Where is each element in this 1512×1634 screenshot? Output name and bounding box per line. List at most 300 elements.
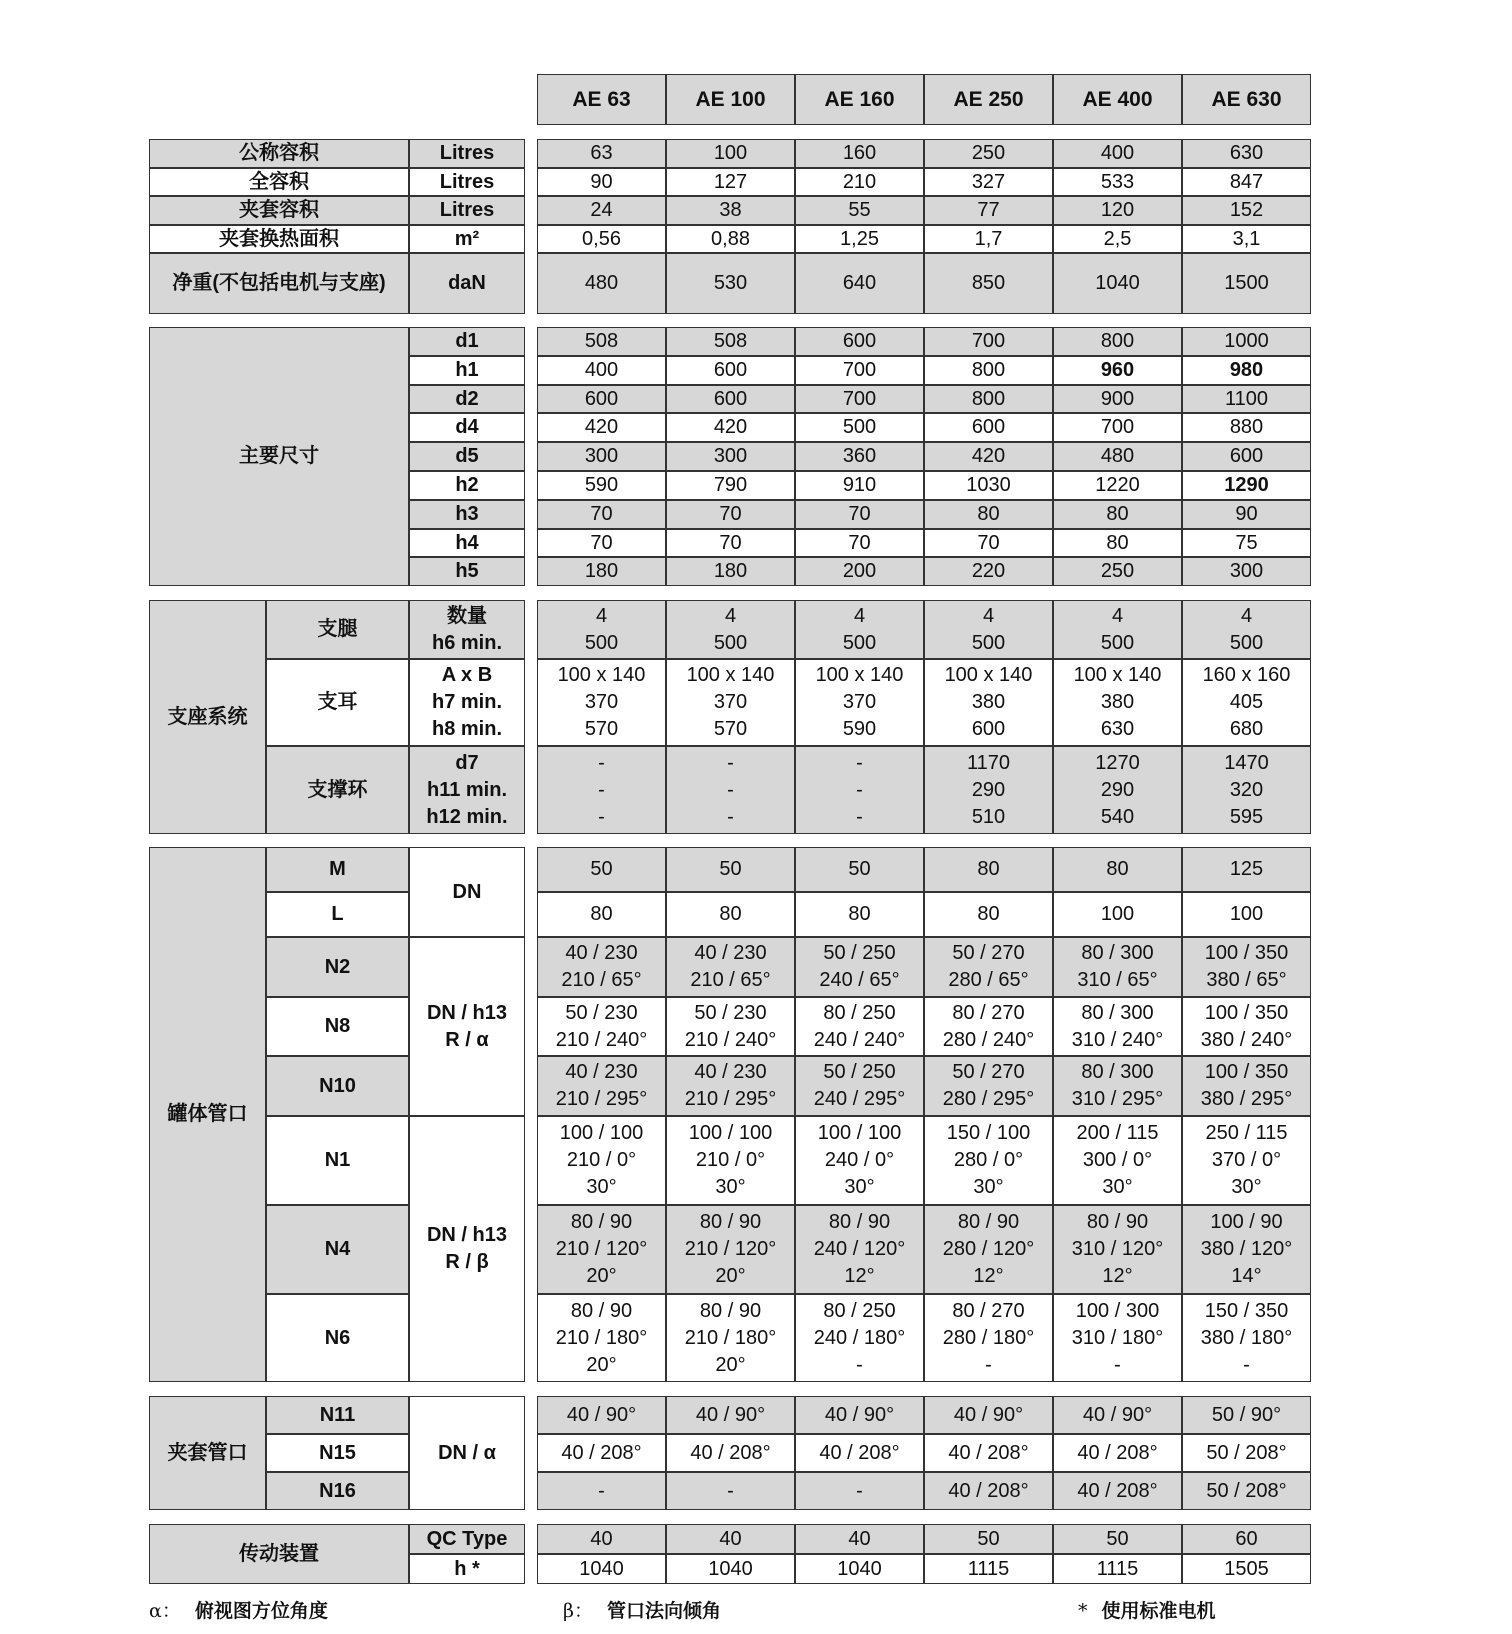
value-line: 4 xyxy=(853,604,866,627)
jacket-nozzle-name: N15 xyxy=(266,1434,409,1472)
value-cell xyxy=(795,997,924,1056)
value-line: 80 xyxy=(590,903,613,925)
value-line: 80 / 90 xyxy=(957,1211,1020,1233)
nozzle-name: N8 xyxy=(266,997,409,1056)
value-cell: 1,7 xyxy=(924,225,1053,253)
value-line: 320 xyxy=(1229,778,1264,801)
value-cell: 75 xyxy=(1182,529,1311,557)
value-cell xyxy=(1053,1205,1182,1294)
value-cell: 590 xyxy=(537,471,666,500)
value-cell xyxy=(795,1205,924,1294)
value-cell xyxy=(924,1056,1053,1116)
value-line: 40 / 230 xyxy=(694,942,767,964)
value-line: 80 / 90 xyxy=(828,1211,891,1233)
value-line: 370 xyxy=(584,691,619,713)
nozzles-label: 罐体管口 xyxy=(149,847,266,1382)
value-line: 500 xyxy=(842,631,877,654)
value-line: 80 / 300 xyxy=(1081,942,1154,964)
param-line: 数量 xyxy=(447,604,487,627)
value-line: 290 xyxy=(1100,778,1135,801)
dimension-param: d4 xyxy=(409,413,525,442)
value-line: 280 / 295° xyxy=(942,1088,1035,1110)
nozzle-param-group xyxy=(409,1116,525,1382)
value-cell xyxy=(1182,937,1311,997)
value-cell xyxy=(1182,892,1311,937)
row-label: 夹套换热面积 xyxy=(149,225,409,253)
value-line: 100 / 300 xyxy=(1075,1299,1160,1322)
value-line: 160 x 160 xyxy=(1202,664,1291,686)
value-cell: 40 / 208° xyxy=(1053,1434,1182,1472)
value-line: 20° xyxy=(715,1353,746,1376)
value-cell xyxy=(1053,1056,1182,1116)
value-cell: 80 xyxy=(1053,529,1182,557)
dimension-param: h5 xyxy=(409,557,525,586)
value-cell: 1505 xyxy=(1182,1554,1311,1584)
value-cell: 70 xyxy=(537,500,666,529)
value-line: 240 / 180° xyxy=(813,1326,906,1349)
value-line: 310 / 295° xyxy=(1071,1088,1164,1110)
value-cell xyxy=(666,847,795,892)
param-line: R / α xyxy=(445,1028,489,1051)
value-line: 80 / 300 xyxy=(1081,1001,1154,1024)
value-line: 280 / 180° xyxy=(942,1326,1035,1349)
value-cell: 63 xyxy=(537,139,666,168)
value-line: - xyxy=(727,778,734,801)
value-line: 210 / 240° xyxy=(684,1028,777,1051)
value-cell xyxy=(1053,746,1182,834)
value-cell: 40 / 208° xyxy=(924,1472,1053,1510)
value-line: 4 xyxy=(982,604,995,627)
value-cell xyxy=(666,1205,795,1294)
value-line: 40 / 230 xyxy=(565,1061,638,1083)
value-cell: 55 xyxy=(795,196,924,225)
value-cell: 640 xyxy=(795,253,924,314)
param-line: R / β xyxy=(445,1251,489,1273)
value-cell xyxy=(537,1056,666,1116)
value-cell: 480 xyxy=(537,253,666,314)
footnote xyxy=(149,1596,328,1623)
value-cell: 508 xyxy=(537,327,666,356)
value-cell: 40 xyxy=(795,1524,924,1554)
value-cell: 850 xyxy=(924,253,1053,314)
value-cell: 50 / 208° xyxy=(1182,1434,1311,1472)
value-line: 80 xyxy=(977,903,1000,925)
value-cell: 70 xyxy=(924,529,1053,557)
value-line: 40 / 230 xyxy=(565,942,638,964)
nozzle-name: N2 xyxy=(266,937,409,997)
value-line: 4 xyxy=(1240,604,1253,627)
value-cell: 980 xyxy=(1182,356,1311,385)
value-line: 12° xyxy=(973,1265,1004,1287)
param-line: DN / h13 xyxy=(426,1001,508,1024)
value-cell xyxy=(1053,1294,1182,1382)
value-line: 40 / 230 xyxy=(694,1061,767,1083)
value-cell: 50 xyxy=(1053,1524,1182,1554)
value-cell: 327 xyxy=(924,168,1053,196)
value-line: 280 / 120° xyxy=(942,1238,1035,1260)
value-line: - xyxy=(856,805,863,828)
value-cell: 90 xyxy=(1182,500,1311,529)
value-cell: 70 xyxy=(537,529,666,557)
value-cell: 1115 xyxy=(1053,1554,1182,1584)
footnote-symbol: β： xyxy=(563,1600,593,1622)
value-cell: 700 xyxy=(795,356,924,385)
value-cell xyxy=(924,1205,1053,1294)
value-line: 600 xyxy=(971,718,1006,740)
value-line: 80 xyxy=(1106,858,1129,880)
value-cell xyxy=(1053,847,1182,892)
value-cell: 500 xyxy=(795,413,924,442)
value-cell: 200 xyxy=(795,557,924,586)
value-cell xyxy=(537,746,666,834)
jacket-nozzle-name: N11 xyxy=(266,1396,409,1434)
value-line: 100 x 140 xyxy=(686,664,775,686)
value-cell: 300 xyxy=(666,442,795,471)
value-cell: 508 xyxy=(666,327,795,356)
value-line: - xyxy=(1114,1353,1121,1376)
footnote xyxy=(1078,1596,1216,1623)
value-line: 50 xyxy=(848,858,871,880)
value-line: 310 / 120° xyxy=(1071,1238,1164,1260)
value-line: - xyxy=(598,778,605,801)
value-cell: 60 xyxy=(1182,1524,1311,1554)
value-line: 250 / 115 xyxy=(1205,1122,1288,1144)
value-line: 240 / 240° xyxy=(813,1028,906,1051)
value-cell: - xyxy=(666,1472,795,1510)
value-line: 240 / 65° xyxy=(819,969,900,991)
value-line: 4 xyxy=(724,604,737,627)
nozzle-param-group xyxy=(409,847,525,937)
param-line: h6 min. xyxy=(431,631,502,654)
value-line: 380 / 65° xyxy=(1206,969,1287,991)
value-cell: 1040 xyxy=(666,1554,795,1584)
param-line: h7 min. xyxy=(431,691,502,713)
unit-label: m² xyxy=(409,225,525,253)
support-group-name: 支耳 xyxy=(266,659,409,746)
value-cell: 790 xyxy=(666,471,795,500)
value-line: 200 / 115 xyxy=(1076,1122,1159,1144)
value-cell: 40 xyxy=(666,1524,795,1554)
nozzle-name: M xyxy=(266,847,409,892)
value-line: 30° xyxy=(1231,1176,1262,1198)
footnote-text: 俯视图方位角度 xyxy=(194,1601,328,1622)
nozzle-name: N4 xyxy=(266,1205,409,1294)
value-line: - xyxy=(856,1353,863,1376)
value-cell xyxy=(795,600,924,659)
value-line: 50 xyxy=(719,858,742,880)
value-cell xyxy=(795,1294,924,1382)
value-cell xyxy=(924,892,1053,937)
value-cell: 600 xyxy=(795,327,924,356)
value-cell: 900 xyxy=(1053,385,1182,413)
support-params xyxy=(409,659,525,746)
value-line: 80 / 270 xyxy=(952,1001,1025,1024)
value-line: 100 / 350 xyxy=(1204,1001,1289,1024)
value-cell: 24 xyxy=(537,196,666,225)
value-line: 80 xyxy=(977,858,1000,880)
unit-label: daN xyxy=(409,253,525,314)
value-line: 80 xyxy=(719,903,742,925)
value-line: 30° xyxy=(973,1176,1004,1198)
value-cell xyxy=(924,847,1053,892)
support-params xyxy=(409,746,525,834)
value-line: 80 / 250 xyxy=(823,1299,896,1322)
value-cell: 600 xyxy=(537,385,666,413)
value-cell: 910 xyxy=(795,471,924,500)
value-line: 540 xyxy=(1100,805,1135,828)
value-line: 50 / 270 xyxy=(952,942,1025,964)
value-line: 50 / 250 xyxy=(823,942,896,964)
value-cell xyxy=(1182,659,1311,746)
value-cell: 1040 xyxy=(795,1554,924,1584)
value-line: 500 xyxy=(1229,631,1264,654)
value-line: 12° xyxy=(844,1265,875,1287)
value-line: 500 xyxy=(584,631,619,654)
unit-label: Litres xyxy=(409,168,525,196)
value-cell: 50 xyxy=(924,1524,1053,1554)
value-cell: 400 xyxy=(537,356,666,385)
value-cell: 420 xyxy=(924,442,1053,471)
value-line: 300 / 0° xyxy=(1082,1149,1153,1171)
value-cell xyxy=(1182,600,1311,659)
value-cell xyxy=(666,659,795,746)
value-line: 370 xyxy=(842,691,877,713)
support-group-name: 支撑环 xyxy=(266,746,409,834)
value-line: 380 / 240° xyxy=(1200,1028,1293,1051)
value-line: 280 / 65° xyxy=(948,969,1029,991)
value-cell: 0,56 xyxy=(537,225,666,253)
param-line: h8 min. xyxy=(431,718,502,740)
value-line: 20° xyxy=(586,1353,617,1376)
param-line: h12 min. xyxy=(426,805,508,828)
value-cell: 50 / 90° xyxy=(1182,1396,1311,1434)
value-line: - xyxy=(985,1353,992,1376)
row-label: 全容积 xyxy=(149,168,409,196)
dimension-param: d1 xyxy=(409,327,525,356)
value-cell xyxy=(537,600,666,659)
param-line: DN xyxy=(452,880,482,903)
value-cell: 600 xyxy=(924,413,1053,442)
value-cell xyxy=(1053,600,1182,659)
value-cell: 50 / 208° xyxy=(1182,1472,1311,1510)
value-cell: 700 xyxy=(795,385,924,413)
value-line: 80 xyxy=(848,903,871,925)
value-cell xyxy=(666,937,795,997)
value-cell: 250 xyxy=(1053,557,1182,586)
value-line: 100 x 140 xyxy=(557,664,646,686)
value-cell: 1040 xyxy=(537,1554,666,1584)
value-line: 14° xyxy=(1231,1265,1262,1287)
value-line: 30° xyxy=(715,1176,746,1198)
value-line: 80 / 90 xyxy=(699,1299,762,1322)
value-cell: 1030 xyxy=(924,471,1053,500)
value-cell: 40 / 208° xyxy=(537,1434,666,1472)
value-cell: 70 xyxy=(795,500,924,529)
value-line: 280 / 240° xyxy=(942,1028,1035,1051)
value-cell xyxy=(1053,1116,1182,1205)
unit-label: Litres xyxy=(409,139,525,168)
value-cell: 80 xyxy=(924,500,1053,529)
value-line: 80 / 90 xyxy=(1086,1211,1149,1233)
value-cell: 1290 xyxy=(1182,471,1311,500)
value-cell xyxy=(1182,1116,1311,1205)
dimension-param: d2 xyxy=(409,385,525,413)
value-line: 210 / 295° xyxy=(555,1088,648,1110)
value-cell: 210 xyxy=(795,168,924,196)
value-cell: 40 / 90° xyxy=(1053,1396,1182,1434)
value-line: 1470 xyxy=(1224,751,1269,774)
nozzle-name: N10 xyxy=(266,1056,409,1116)
value-line: 30° xyxy=(844,1176,875,1198)
value-line: 500 xyxy=(971,631,1006,654)
value-cell: 960 xyxy=(1053,356,1182,385)
value-line: 210 / 240° xyxy=(555,1028,648,1051)
value-cell: 700 xyxy=(1053,413,1182,442)
model-header: AE 100 xyxy=(666,74,795,125)
value-cell: 700 xyxy=(924,327,1053,356)
nozzle-name: L xyxy=(266,892,409,937)
value-cell: 40 / 208° xyxy=(795,1434,924,1472)
value-line: 100 xyxy=(1100,903,1135,925)
value-cell: 180 xyxy=(537,557,666,586)
value-cell: 220 xyxy=(924,557,1053,586)
value-line: 30° xyxy=(1102,1176,1133,1198)
value-cell: 1040 xyxy=(1053,253,1182,314)
value-line: 100 / 350 xyxy=(1204,942,1289,964)
value-line: 370 / 0° xyxy=(1211,1149,1282,1171)
value-cell: 800 xyxy=(1053,327,1182,356)
value-cell xyxy=(537,1294,666,1382)
value-line: 50 / 230 xyxy=(694,1001,767,1024)
value-cell xyxy=(1053,892,1182,937)
value-cell xyxy=(924,659,1053,746)
param-line: DN / h13 xyxy=(426,1224,508,1246)
value-line: 240 / 120° xyxy=(813,1238,906,1260)
dimension-param: h3 xyxy=(409,500,525,529)
value-line: 405 xyxy=(1229,691,1264,713)
param-line: h11 min. xyxy=(426,778,508,801)
value-line: - xyxy=(727,751,734,774)
value-line: 150 / 100 xyxy=(946,1122,1031,1144)
value-line: - xyxy=(598,805,605,828)
value-line: 380 xyxy=(971,691,1006,713)
value-line: 50 / 250 xyxy=(823,1061,896,1083)
value-cell: 70 xyxy=(666,500,795,529)
value-cell: 533 xyxy=(1053,168,1182,196)
row-label: 净重(不包括电机与支座) xyxy=(149,253,409,314)
value-line: 210 / 0° xyxy=(695,1149,766,1171)
value-cell xyxy=(666,746,795,834)
value-cell: 530 xyxy=(666,253,795,314)
param-line: A x B xyxy=(441,664,493,686)
value-cell xyxy=(924,746,1053,834)
footnote-text: 管口法向倾角 xyxy=(607,1601,722,1622)
value-line: 100 / 100 xyxy=(688,1122,773,1144)
value-cell: 800 xyxy=(924,356,1053,385)
value-line: 310 / 65° xyxy=(1077,969,1158,991)
value-cell: 360 xyxy=(795,442,924,471)
row-label: 公称容积 xyxy=(149,139,409,168)
value-line: 50 / 230 xyxy=(565,1001,638,1024)
value-cell: - xyxy=(795,1472,924,1510)
value-cell xyxy=(1182,1205,1311,1294)
support-group-name: 支腿 xyxy=(266,600,409,659)
value-line: - xyxy=(727,805,734,828)
value-line: 80 / 90 xyxy=(570,1299,633,1322)
value-cell: 880 xyxy=(1182,413,1311,442)
value-cell: 1,25 xyxy=(795,225,924,253)
value-line: 510 xyxy=(971,805,1006,828)
value-line: 500 xyxy=(713,631,748,654)
value-cell xyxy=(924,997,1053,1056)
value-cell: 1500 xyxy=(1182,253,1311,314)
value-line: 210 / 295° xyxy=(684,1088,777,1110)
value-cell: 1000 xyxy=(1182,327,1311,356)
value-cell xyxy=(666,892,795,937)
value-line: 380 / 180° xyxy=(1200,1326,1293,1349)
value-line: 50 / 270 xyxy=(952,1061,1025,1083)
value-cell xyxy=(537,1205,666,1294)
footnote-text: 使用标准电机 xyxy=(1101,1601,1216,1622)
value-line: 100 / 350 xyxy=(1204,1061,1289,1083)
value-line: 100 / 100 xyxy=(559,1122,644,1144)
value-line: - xyxy=(598,751,605,774)
value-cell xyxy=(1182,997,1311,1056)
value-line: 595 xyxy=(1229,805,1264,828)
value-line: 630 xyxy=(1100,718,1135,740)
value-line: - xyxy=(856,751,863,774)
value-cell xyxy=(924,600,1053,659)
value-cell: 40 / 90° xyxy=(795,1396,924,1434)
value-line: 80 / 250 xyxy=(823,1001,896,1024)
value-cell xyxy=(795,847,924,892)
value-cell xyxy=(1053,659,1182,746)
support-label: 支座系统 xyxy=(149,600,266,834)
value-line: 50 xyxy=(590,858,613,880)
param-line: d7 xyxy=(455,751,479,774)
value-cell: 600 xyxy=(666,356,795,385)
value-cell: - xyxy=(537,1472,666,1510)
value-line: 1270 xyxy=(1095,751,1140,774)
nozzle-name: N6 xyxy=(266,1294,409,1382)
value-cell xyxy=(666,1294,795,1382)
value-cell: 180 xyxy=(666,557,795,586)
value-cell: 480 xyxy=(1053,442,1182,471)
value-cell xyxy=(795,937,924,997)
value-cell: 1115 xyxy=(924,1554,1053,1584)
value-line: 100 / 100 xyxy=(817,1122,902,1144)
value-cell xyxy=(795,659,924,746)
value-cell: 600 xyxy=(1182,442,1311,471)
value-cell: 420 xyxy=(537,413,666,442)
jacket-param: DN / α xyxy=(409,1396,525,1510)
value-line: 680 xyxy=(1229,718,1264,740)
footnote xyxy=(563,1596,721,1623)
value-cell xyxy=(537,892,666,937)
value-cell: 40 / 208° xyxy=(1053,1472,1182,1510)
value-cell xyxy=(666,1056,795,1116)
model-header: AE 630 xyxy=(1182,74,1311,125)
value-line: 210 / 65° xyxy=(690,969,771,991)
value-line: 570 xyxy=(713,718,748,740)
nozzle-name: N1 xyxy=(266,1116,409,1205)
value-line: 80 / 90 xyxy=(699,1211,762,1233)
value-cell: 160 xyxy=(795,139,924,168)
support-params xyxy=(409,600,525,659)
drive-label: 传动装置 xyxy=(149,1524,409,1584)
value-line: - xyxy=(856,778,863,801)
value-cell: 2,5 xyxy=(1053,225,1182,253)
